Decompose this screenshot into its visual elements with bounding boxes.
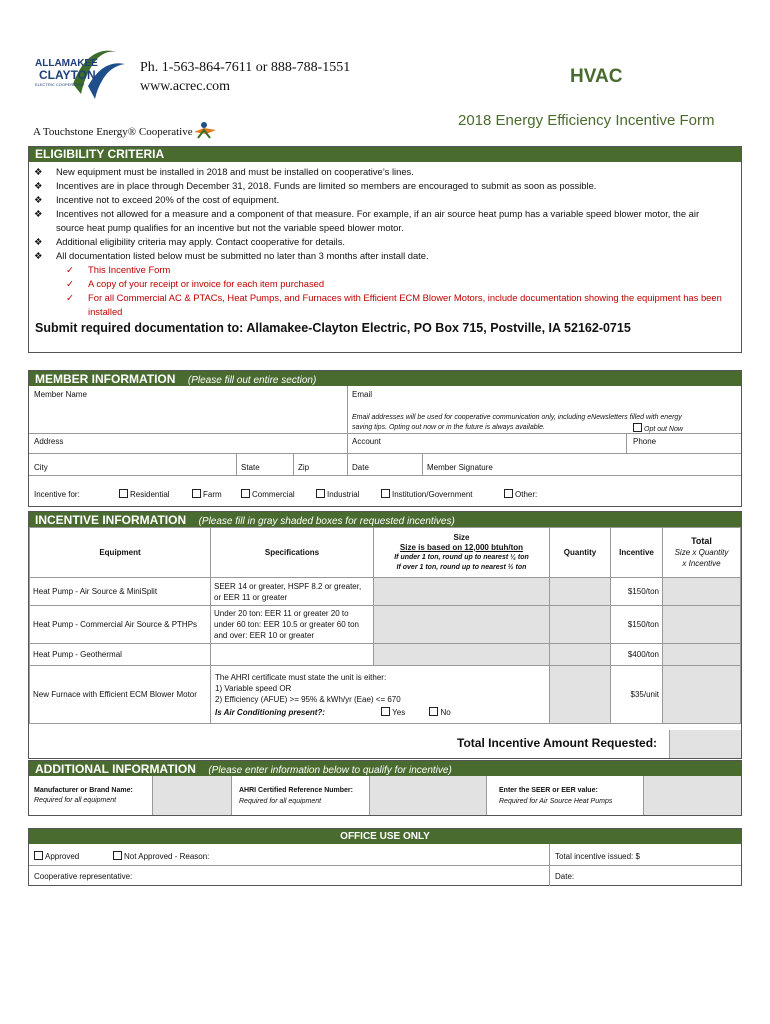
website-text: www.acrec.com	[140, 79, 231, 94]
commercial-checkbox[interactable]	[241, 489, 295, 499]
rep-field[interactable]: Cooperative representative:	[34, 872, 133, 881]
incentive-cell: $150/ton	[611, 578, 663, 606]
quantity-input[interactable]	[550, 644, 611, 666]
criteria-item: ❖ Incentives are in place through December 31, 2018. Funds are limited so members are encouraged to submit as soon as possible.	[34, 180, 597, 191]
manufacturer-note: Required for all equipment	[34, 797, 117, 804]
criteria-item: ❖ Incentives not allowed for a measure and a component of that measure. For example, if an air source heat pump has a variable speed blower motor, the air source heat pump qualifies for an incentive but not the variable speed blower motor.	[34, 208, 700, 233]
size-input[interactable]	[374, 606, 550, 644]
col-total-sub: Size x Quantity x Incentive	[674, 548, 729, 568]
furnace-spec-line: 1) Variable speed OR	[215, 683, 292, 693]
incentive-title: INCENTIVE INFORMATION	[35, 513, 187, 527]
spec-cell	[211, 644, 374, 666]
check-text: A copy of your receipt or invoice for each item purchased	[88, 278, 325, 289]
furnace-spec-line: The AHRI certificate must state the unit is either:	[215, 672, 387, 682]
option-label: Institution/Government	[392, 490, 473, 499]
office-date-field[interactable]: Date:	[555, 872, 575, 881]
logo-line3: ELECTRIC COOPERATIVE	[35, 82, 85, 87]
eligibility-section	[28, 146, 742, 353]
seer-label: Enter the SEER or EER value:	[499, 787, 598, 794]
spec-cell: Under 20 ton: EER 11 or greater 20 to under 60 ton: EER 10.5 or greater 60 ton and over: EER 10 or greater	[211, 606, 374, 644]
criteria-text: All documentation listed below must be submitted no later than 3 months after install date.	[56, 250, 429, 261]
manufacturer-input[interactable]	[152, 776, 232, 815]
option-label: Farm	[203, 490, 222, 499]
size-input[interactable]	[374, 578, 550, 606]
seer-note: Required for Air Source Heat Pumps	[499, 798, 613, 805]
total-input[interactable]	[663, 606, 741, 644]
criteria-text: New equipment must be installed in 2018 and must be installed on cooperative’s lines.	[56, 166, 414, 177]
phone-field[interactable]: Phone	[633, 437, 657, 446]
office-title: OFFICE USE ONLY	[29, 829, 741, 844]
total-issued-field[interactable]: Total incentive issued: $	[555, 852, 640, 861]
incentive-for-label: Incentive for:	[34, 490, 80, 499]
touchstone-text: A Touchstone Energy® Cooperative	[33, 126, 193, 138]
logo-line2: CLAYTON	[39, 68, 96, 82]
eligibility-title: ELIGIBILITY CRITERIA	[29, 147, 741, 162]
table-row	[30, 606, 741, 644]
option-label: Residential	[130, 490, 170, 499]
member-name-field[interactable]: Member Name	[34, 390, 87, 399]
manufacturer-label: Manufacturer or Brand Name:	[34, 787, 133, 794]
quantity-input[interactable]	[550, 578, 611, 606]
equipment-cell: Heat Pump - Air Source & MiniSplit	[30, 578, 211, 606]
form-title: 2018 Energy Efficiency Incentive Form	[458, 112, 715, 129]
check-text: This Incentive Form	[88, 264, 171, 275]
additional-title: ADDITIONAL INFORMATION	[35, 762, 196, 776]
phone-text: Ph. 1-563-864-7611 or 888-788-1551	[140, 60, 351, 75]
col-size-note: If over 1 ton, round up to nearest ½ ton	[396, 563, 527, 571]
opt-out-checkbox[interactable]	[633, 423, 683, 433]
not-approved-checkbox[interactable]: Not Approved - Reason:	[113, 851, 209, 861]
email-note: Email addresses will be used for cooperative communication only, including eNewsletters filled with energy saving tips. Opting out now or in the future is always available.	[352, 414, 682, 431]
farm-checkbox[interactable]	[192, 489, 222, 499]
incentive-cell: $35/unit	[611, 666, 663, 724]
ac-yes-checkbox[interactable]: Yes	[381, 708, 405, 717]
incentive-cell: $400/ton	[611, 644, 663, 666]
option-label: Commercial	[252, 490, 295, 499]
option-label: Industrial	[327, 490, 360, 499]
furnace-spec-cell	[211, 666, 550, 724]
criteria-item: ❖ All documentation listed below must be submitted no later than 3 months after install date.	[34, 250, 429, 261]
logo-line1: ALLAMAKEE	[35, 58, 98, 69]
criteria-text: Incentives are in place through December 31, 2018. Funds are limited so members are encouraged to submit as soon as possible.	[56, 180, 597, 191]
total-input[interactable]	[663, 666, 741, 724]
criteria-text: Additional eligibility criteria may apply. Contact cooperative for details.	[56, 236, 346, 247]
check-text: For all Commercial AC & PTACs, Heat Pumps, and Furnaces with Efficient ECM Blower Motors, include documentation showing the equipment has been installed	[88, 292, 722, 317]
equipment-cell: Heat Pump - Commercial Air Source & PTHPs	[30, 606, 211, 644]
member-subtitle: (Please fill out entire section)	[187, 375, 317, 386]
institution-checkbox[interactable]	[381, 489, 472, 499]
member-section	[28, 370, 742, 507]
equipment-cell: New Furnace with Efficient ECM Blower Motor	[30, 666, 211, 724]
email-field[interactable]: Email	[352, 390, 373, 399]
incentive-table	[29, 527, 741, 724]
check-item: ✓ This Incentive Form	[66, 264, 171, 275]
additional-section	[28, 760, 742, 816]
col-total-title: Total	[691, 536, 712, 546]
touchstone-logo-icon	[190, 120, 222, 140]
furnace-spec-line: 2) Efficiency (AFUE) >= 95% & kWh/yr (Eae) <= 670	[215, 694, 401, 704]
col-equipment: Equipment	[30, 528, 211, 578]
account-field[interactable]: Account	[352, 437, 381, 446]
zip-field[interactable]: Zip	[298, 463, 310, 472]
check-item: ✓ A copy of your receipt or invoice for each item purchased	[66, 278, 325, 289]
col-quantity: Quantity	[550, 528, 611, 578]
city-field[interactable]: City	[34, 463, 48, 472]
quantity-input[interactable]	[550, 606, 611, 644]
col-size-note: If under 1 ton, round up to nearest ¼ ton	[394, 553, 529, 561]
submit-address: Submit required documentation to: Allamakee-Clayton Electric, PO Box 715, Postville, IA 52162-0715	[35, 321, 631, 335]
incentive-section	[28, 511, 742, 759]
col-specs: Specifications	[211, 528, 374, 578]
ahri-note: Required for all equipment	[239, 798, 322, 805]
incentive-cell: $150/ton	[611, 606, 663, 644]
date-field[interactable]: Date	[352, 463, 369, 472]
check-item: ✓ For all Commercial AC & PTACs, Heat Pumps, and Furnaces with Efficient ECM Blower Motors, include documentation showing the equipment has been installed	[66, 292, 722, 317]
logo	[33, 44, 128, 104]
criteria-text: Incentive not to exceed 20% of the cost of equipment.	[56, 194, 280, 205]
quantity-input[interactable]	[550, 666, 611, 724]
criteria-item: ❖ New equipment must be installed in 2018 and must be installed on cooperative’s lines.	[34, 166, 414, 177]
residential-checkbox[interactable]	[119, 489, 170, 499]
other-checkbox[interactable]	[504, 489, 537, 499]
address-field[interactable]: Address	[34, 437, 64, 446]
total-input[interactable]	[663, 578, 741, 606]
office-section	[28, 828, 742, 886]
criteria-item: ❖ Additional eligibility criteria may apply. Contact cooperative for details.	[34, 236, 346, 247]
member-title: MEMBER INFORMATION	[35, 372, 176, 386]
ac-no-checkbox[interactable]: No	[429, 708, 450, 717]
ac-present-label: Is Air Conditioning present?:	[215, 707, 325, 717]
col-size-title: Size	[453, 532, 470, 542]
approved-checkbox[interactable]: Approved	[34, 851, 79, 861]
total-label: Total Incentive Amount Requested:	[457, 736, 658, 750]
industrial-checkbox[interactable]	[316, 489, 359, 499]
state-field[interactable]: State	[241, 463, 260, 472]
col-incentive: Incentive	[611, 528, 663, 578]
col-size	[374, 528, 550, 578]
criteria-text: Incentives not allowed for a measure and a component of that measure. For example, if an air source heat pump has a variable speed blower motor, the air source heat pump qualifies for an incentive but not the variable speed blower motor.	[56, 208, 700, 233]
table-row	[30, 578, 741, 606]
total-input[interactable]	[663, 644, 741, 666]
table-row	[30, 666, 741, 724]
ahri-label: AHRI Certified Reference Number:	[239, 787, 353, 794]
col-size-sub: Size is based on 12,000 btuh/ton	[399, 542, 524, 552]
signature-field[interactable]: Member Signature	[427, 463, 493, 472]
criteria-item: ❖ Incentive not to exceed 20% of the cost of equipment.	[34, 194, 280, 205]
spec-cell: SEER 14 or greater, HSPF 8.2 or greater, or EER 11 or greater	[211, 578, 374, 606]
ahri-input[interactable]	[369, 776, 487, 815]
seer-input[interactable]	[643, 776, 741, 815]
incentive-subtitle: (Please fill in gray shaded boxes for requested incentives)	[198, 516, 455, 527]
equipment-cell: Heat Pump - Geothermal	[30, 644, 211, 666]
hvac-title: HVAC	[570, 66, 623, 87]
additional-subtitle: (Please enter information below to qualify for incentive)	[208, 765, 452, 776]
option-label: Other:	[515, 490, 538, 499]
col-total	[663, 528, 741, 578]
opt-out-label: Opt out Now	[644, 426, 683, 433]
grand-total-input[interactable]	[669, 730, 741, 758]
size-input[interactable]	[374, 644, 550, 666]
table-row	[30, 644, 741, 666]
